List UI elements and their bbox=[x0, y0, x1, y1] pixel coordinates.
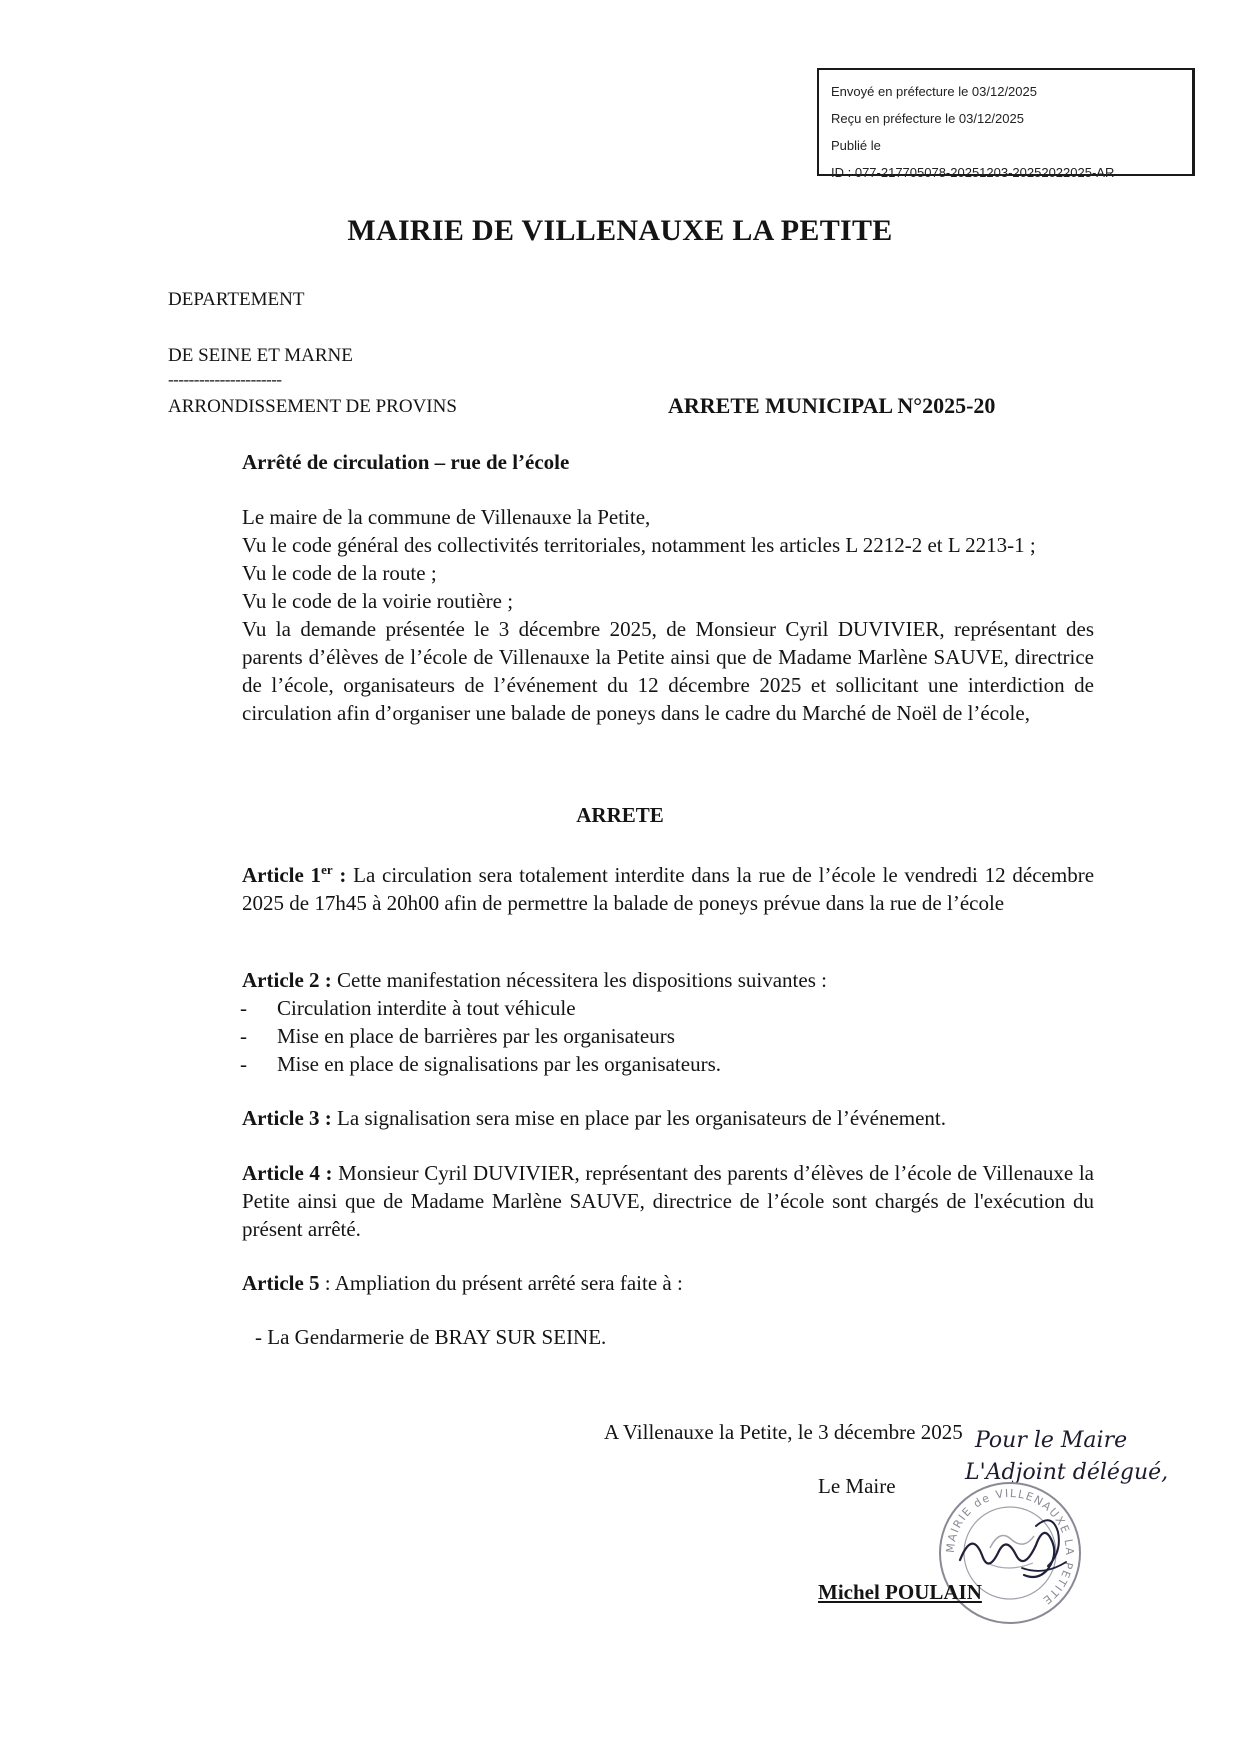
arrete-heading: ARRETE bbox=[576, 803, 664, 827]
document-title: MAIRIE DE VILLENAUXE LA PETITE bbox=[347, 214, 893, 247]
article-1-label: Article 1 bbox=[242, 863, 322, 887]
arrondissement: ARRONDISSEMENT DE PROVINS bbox=[168, 396, 457, 417]
svg-text:MAIRIE de VILLENAUXE LA PETITE: MAIRIE de VILLENAUXE LA PETITE bbox=[943, 1486, 1077, 1608]
article-3 bbox=[242, 1104, 1094, 1132]
list-item: - Circulation interdite à tout véhicule bbox=[240, 996, 576, 1020]
department-label: DEPARTEMENT bbox=[168, 289, 305, 310]
article-1-text: La circulation sera totalement interdite dans la rue de l’école le vendredi 12 décembre 2025 de 17h45 à 20h00 afin de permettre la balade de poneys prévue dans la rue de l’école bbox=[242, 863, 1095, 915]
preamble-code-route: Vu le code de la route ; bbox=[242, 561, 437, 585]
department-name: DE SEINE ET MARNE bbox=[168, 345, 353, 366]
article-4 bbox=[242, 1159, 1094, 1243]
article-1 bbox=[242, 856, 1094, 917]
signature-le-maire: Le Maire bbox=[818, 1474, 896, 1498]
article-5 bbox=[242, 1269, 1094, 1297]
preamble-demande: Vu la demande présentée le 3 décembre 2025, de Monsieur Cyril DUVIVIER, représentant des parents d’élèves de l’école de Villenauxe la Petite ainsi que de Madame Marlène SAUVE, directrice de l’école, organisateurs de l’événement du 12 décembre 2025 et sollicitant une interdiction de circulation afin d’organiser une balade de poneys dans le cadre du Marché de Noël de l’école, bbox=[242, 617, 1094, 725]
article-5-label: Article 5 bbox=[242, 1271, 320, 1295]
department-separator: ---------------------- bbox=[168, 370, 282, 389]
article-4-label: Article 4 : bbox=[242, 1161, 333, 1185]
preamble bbox=[242, 503, 1094, 727]
list-item: - Mise en place de barrières par les organisateurs bbox=[240, 1024, 675, 1048]
arrete-number: ARRETE MUNICIPAL N°2025-20 bbox=[668, 393, 996, 418]
stamp-id-line: ID : 077-217705078-20251203-20252022025-AR bbox=[831, 165, 1115, 180]
article-2 bbox=[242, 966, 1094, 994]
signature-place-date: A Villenauxe la Petite, le 3 décembre 2025 bbox=[604, 1420, 963, 1444]
article-3-text: La signalisation sera mise en place par les organisateurs de l’événement. bbox=[331, 1106, 947, 1130]
preamble-code-voirie: Vu le code de la voirie routière ; bbox=[242, 589, 514, 613]
stamp-sent-line: Envoyé en préfecture le 03/12/2025 bbox=[831, 84, 1037, 99]
article-2-text: Cette manifestation nécessitera les dispositions suivantes : bbox=[331, 968, 827, 992]
signatory-name: Michel POULAIN bbox=[818, 1580, 982, 1604]
preamble-cgct: Vu le code général des collectivités territoriales, notamment les articles L 2212-2 et L 2213-1 ; bbox=[242, 533, 1036, 557]
article-4-text: Monsieur Cyril DUVIVIER, représentant des parents d’élèves de l’école de Villenauxe la Petite ainsi que de Madame Marlène SAUVE, directrice de l’école sont chargés de l'exécution du présent arrêté. bbox=[242, 1161, 1094, 1241]
article-3-label: Article 3 : bbox=[242, 1106, 332, 1130]
handwritten-pour-le-maire: Pour le Maire bbox=[975, 1428, 1128, 1453]
preamble-maire: Le maire de la commune de Villenauxe la Petite, bbox=[242, 505, 651, 529]
article-5-recipient: - La Gendarmerie de BRAY SUR SEINE. bbox=[255, 1325, 607, 1349]
list-item: - Mise en place de signalisations par les organisateurs. bbox=[240, 1052, 721, 1076]
article-1-superscript: er bbox=[321, 862, 333, 877]
stamp-published-line: Publié le bbox=[831, 138, 881, 153]
article-2-label: Article 2 : bbox=[242, 968, 332, 992]
article-2-list bbox=[240, 994, 1092, 1078]
article-1-colon: : bbox=[332, 863, 347, 887]
prefecture-stamp bbox=[817, 68, 1195, 180]
article-5-text: : Ampliation du présent arrêté sera faite à : bbox=[319, 1271, 683, 1295]
handwritten-adjoint-delegue: L'Adjoint délégué, bbox=[965, 1460, 1169, 1485]
stamp-received-line: Reçu en préfecture le 03/12/2025 bbox=[831, 111, 1024, 126]
arrete-subject: Arrêté de circulation – rue de l’école bbox=[242, 450, 570, 474]
